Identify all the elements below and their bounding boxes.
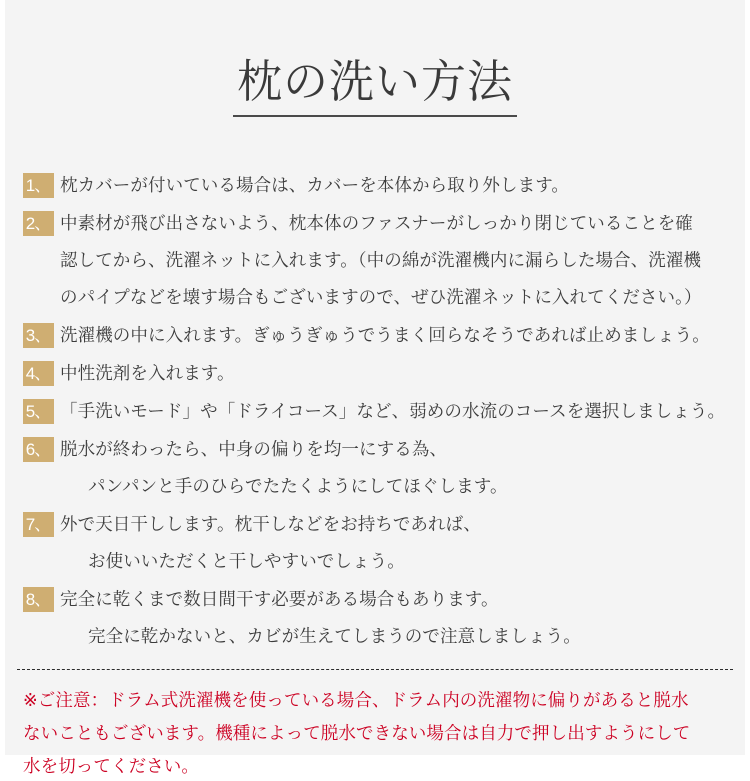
step-line: 枕カバーが付いている場合は、カバーを本体から取り外します。 — [60, 175, 569, 196]
step-line: 脱水が終わったら、中身の偏りを均一にする為、 — [60, 439, 448, 460]
list-item — [23, 431, 731, 505]
step-line: 「手洗いモード」や「ドライコース」など、弱めの水流のコースを選択しましょう。 — [60, 401, 726, 422]
step-text — [60, 317, 731, 354]
step-line: のパイプなどを壊す場合もございますので、ぜひ洗濯ネットに入れてください。） — [60, 287, 702, 308]
notice-line: ※ご注意：ドラム式洗濯機を使っている場合、ドラム内の洗濯物に偏りがあると脱水 — [23, 690, 689, 711]
step-line: 完全に乾かないと、カビが生えてしまうので注意しましょう。 — [88, 626, 581, 647]
list-item — [23, 355, 731, 392]
step-line: パンパンと手のひらでたたくようにしてほぐします。 — [88, 476, 508, 497]
step-number-badge: 7、 — [23, 512, 54, 537]
steps-list — [5, 167, 745, 655]
step-number-badge: 2、 — [23, 211, 54, 236]
step-text — [60, 205, 731, 316]
list-item — [23, 205, 731, 316]
step-number-badge: 6、 — [23, 437, 54, 462]
step-text — [60, 167, 731, 204]
step-line: 外で天日干しします。枕干しなどをお持ちであれば、 — [60, 514, 481, 535]
content-panel — [5, 0, 745, 777]
list-item — [23, 167, 731, 204]
step-number-badge: 1、 — [23, 173, 54, 198]
step-text — [60, 506, 731, 580]
notice-line: 水を切ってください。 — [23, 756, 199, 777]
step-line: 認してから、洗濯ネットに入れます。（中の綿が洗濯機内に漏らした場合、洗濯機 — [60, 250, 702, 271]
step-line: お使いいただくと干しやすいでしょう。 — [88, 551, 405, 572]
step-line: 洗濯機の中に入れます。ぎゅうぎゅうでうまく回らなそうであれば止めましょう。 — [60, 325, 710, 346]
step-line: 中性洗剤を入れます。 — [60, 363, 235, 384]
notice-line: ないこともございます。機種によって脱水できない場合は自力で押し出すようにして — [23, 723, 691, 744]
step-text — [60, 431, 731, 505]
title-container — [5, 0, 745, 147]
step-number-badge: 3、 — [23, 323, 54, 348]
list-item — [23, 581, 731, 655]
list-item — [23, 393, 731, 430]
step-line: 完全に乾くまで数日間干す必要がある場合もあります。 — [60, 589, 499, 610]
notice-block — [5, 670, 745, 781]
step-number-badge: 8、 — [23, 587, 54, 612]
step-text — [60, 355, 731, 392]
step-number-badge: 4、 — [23, 361, 54, 386]
step-line: 中素材が飛び出さないよう、枕本体のファスナーがしっかり閉じていることを確 — [60, 213, 693, 234]
list-item — [23, 506, 731, 580]
step-number-badge: 5、 — [23, 399, 54, 424]
page-title: 枕の洗い方法 — [233, 56, 517, 117]
step-text — [60, 393, 731, 430]
list-item — [23, 317, 731, 354]
step-text — [60, 581, 731, 655]
